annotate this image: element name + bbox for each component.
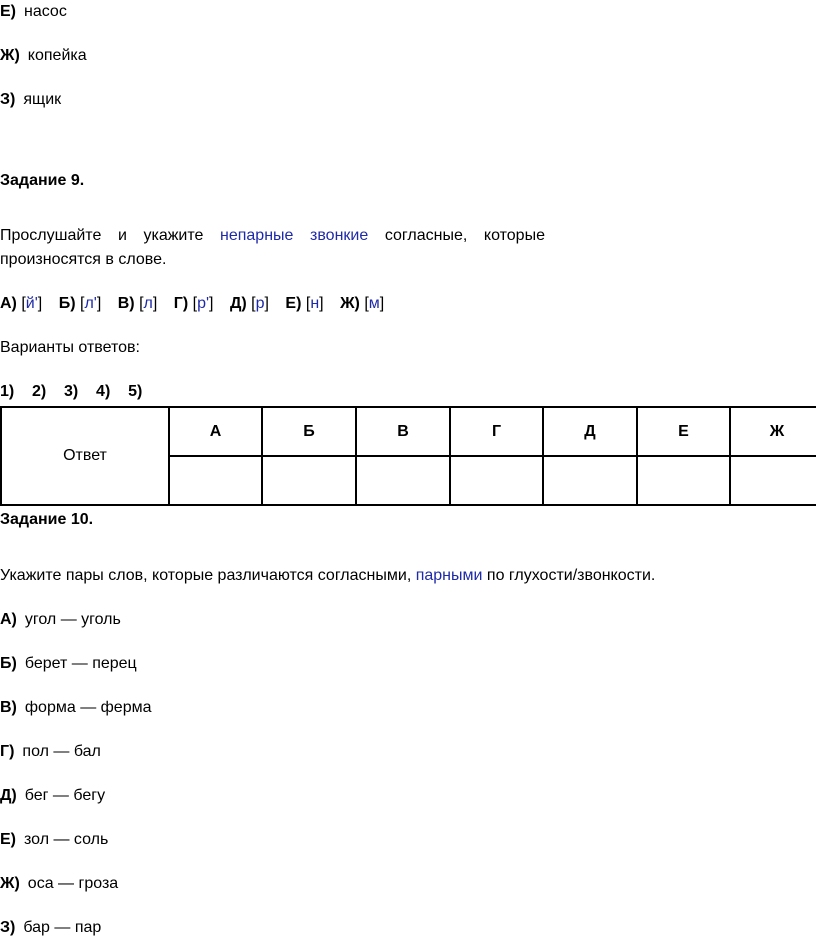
option-letter: Ж) xyxy=(0,47,20,64)
task9-instruction-part2: согласные, которые xyxy=(384,227,545,244)
answer-cell[interactable] xyxy=(450,456,543,505)
option-e xyxy=(0,2,67,22)
sound-value: м xyxy=(368,295,380,312)
option-word: копейка xyxy=(27,47,87,64)
option-word: насос xyxy=(24,3,67,20)
task10-option xyxy=(0,830,108,850)
task10-option xyxy=(0,698,152,718)
task10-option xyxy=(0,742,101,762)
sound-letter: Е) xyxy=(285,295,302,312)
sound-letter: Д) xyxy=(229,295,247,312)
answer-header: Б xyxy=(262,407,356,456)
task9-instruction-highlight: непарные звонкие xyxy=(220,227,369,244)
task10-option xyxy=(0,786,105,806)
answer-header: Д xyxy=(543,407,637,456)
option-word: ящик xyxy=(23,91,62,108)
option-zh xyxy=(0,46,87,66)
option-letter: Ж) xyxy=(0,875,20,892)
variant-number: 5) xyxy=(128,383,143,400)
sound-letter: Б) xyxy=(58,295,76,312)
answer-cell[interactable] xyxy=(730,456,816,505)
sound-letter: Г) xyxy=(173,295,189,312)
option-letter: В) xyxy=(0,699,17,716)
task10-instruction-part2: по глухости/звонкости. xyxy=(486,567,656,584)
sound-value: й' xyxy=(25,295,38,312)
answer-cell[interactable] xyxy=(543,456,637,505)
task10-instruction-highlight: парными xyxy=(415,567,483,584)
option-letter: З) xyxy=(0,919,16,936)
answer-table xyxy=(0,406,816,506)
task10-instruction xyxy=(0,566,655,586)
answer-header: Е xyxy=(637,407,730,456)
sound-letter: А) xyxy=(0,295,17,312)
task9-variant-numbers xyxy=(0,382,142,402)
sound-value: л xyxy=(143,295,153,312)
task10-instruction-part1: Укажите пары слов, которые различаются согласными, xyxy=(0,567,412,584)
option-text: форма — ферма xyxy=(24,699,152,716)
answer-cell[interactable] xyxy=(169,456,262,505)
answer-header: А xyxy=(169,407,262,456)
sound-value: р xyxy=(255,295,265,312)
option-text: бар — пар xyxy=(23,919,102,936)
sound-letter: Ж) xyxy=(340,295,360,312)
option-letter: З) xyxy=(0,91,16,108)
option-letter: Е) xyxy=(0,831,16,848)
option-text: зол — соль xyxy=(24,831,109,848)
variant-number: 1) xyxy=(0,383,15,400)
option-z xyxy=(0,90,61,110)
task9-title: Задание 9. xyxy=(0,172,85,189)
option-letter: А) xyxy=(0,611,17,628)
task10-option xyxy=(0,874,118,894)
variant-number: 2) xyxy=(32,383,47,400)
variant-number: 4) xyxy=(96,383,111,400)
answer-row-label: Ответ xyxy=(1,407,169,505)
task9-sounds: А) [й'] Б) [л'] В) [л] Г) [р'] Д) [р] Е) [н] Ж) [м] xyxy=(0,295,385,312)
answer-cell[interactable] xyxy=(262,456,356,505)
option-letter: Д) xyxy=(0,787,17,804)
answer-header: В xyxy=(356,407,450,456)
sound-value: л' xyxy=(84,295,97,312)
task9-instruction-line2: произносятся в слове. xyxy=(0,251,167,268)
answer-header: Ж xyxy=(730,407,816,456)
option-letter: Г) xyxy=(0,743,15,760)
answer-cell[interactable] xyxy=(356,456,450,505)
answer-cell[interactable] xyxy=(637,456,730,505)
task9-instruction-part1: Прослушайте и укажите xyxy=(0,227,204,244)
option-letter: Б) xyxy=(0,655,17,672)
option-text: берет — перец xyxy=(24,655,137,672)
option-text: угол — уголь xyxy=(24,611,121,628)
variant-number: 3) xyxy=(64,383,79,400)
task10-title: Задание 10. xyxy=(0,511,94,528)
option-text: оса — гроза xyxy=(27,875,119,892)
sound-letter: В) xyxy=(117,295,135,312)
task9-instruction-line1 xyxy=(0,226,545,246)
task10-option xyxy=(0,610,121,630)
option-text: пол — бал xyxy=(22,743,101,760)
task9-variants-label: Варианты ответов: xyxy=(0,339,140,356)
sound-value: н xyxy=(310,295,320,312)
answer-header: Г xyxy=(450,407,543,456)
option-letter: Е) xyxy=(0,3,16,20)
task10-option xyxy=(0,654,137,674)
sound-value: р' xyxy=(197,295,210,312)
task10-option xyxy=(0,918,101,938)
option-text: бег — бегу xyxy=(24,787,106,804)
